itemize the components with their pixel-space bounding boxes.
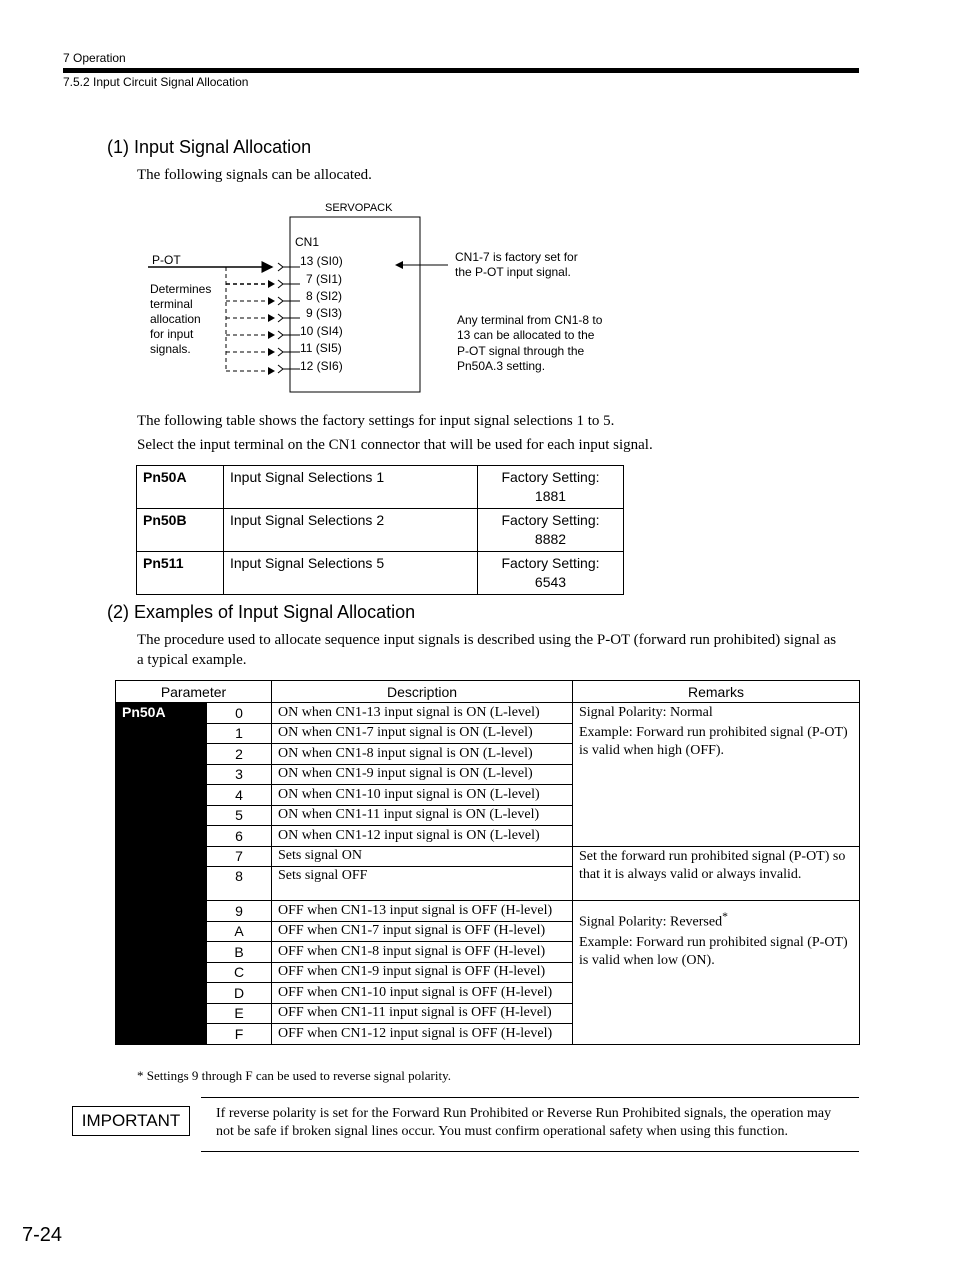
- section1-heading: (1) Input Signal Allocation: [107, 137, 312, 157]
- desc-cell: ON when CN1-10 input signal is ON (L-level): [272, 785, 573, 806]
- value-cell: B: [207, 942, 272, 963]
- value-cell: 7: [207, 846, 272, 867]
- value-cell: E: [207, 1003, 272, 1024]
- terminal-label: 11 (SI5): [300, 341, 342, 355]
- left-note-line: signals.: [150, 342, 191, 356]
- cn1-label: CN1: [295, 235, 320, 249]
- name-cell: Input Signal Selections 5: [224, 552, 478, 595]
- right-note1-line: CN1-7 is factory set for: [455, 250, 578, 264]
- terminal-label: 10 (SI4): [300, 324, 343, 338]
- chapter-header: 7 Operation: [63, 51, 126, 65]
- desc-cell: Sets signal OFF: [272, 867, 573, 901]
- param-cell: Pn50A: [116, 703, 207, 1045]
- allocation-example-table: [115, 680, 860, 1045]
- table-row: [116, 846, 860, 867]
- desc-cell: OFF when CN1-7 input signal is OFF (H-level): [272, 921, 573, 942]
- p-ot-label: P-OT: [152, 253, 181, 267]
- desc-cell: ON when CN1-7 input signal is ON (L-level): [272, 723, 573, 744]
- desc-cell: ON when CN1-12 input signal is ON (L-level): [272, 826, 573, 847]
- important-rule-top: [201, 1097, 859, 1098]
- setting-cell: [478, 466, 624, 509]
- left-note-line: for input: [150, 327, 194, 341]
- setting-value: 6543: [534, 574, 567, 590]
- header-remarks: Remarks: [573, 681, 860, 703]
- param-cell: Pn50B: [137, 509, 224, 552]
- select-terminal-paragraph: Select the input terminal on the CN1 connector that will be used for each input signal.: [137, 437, 653, 453]
- remarks-reversed-example: Example: Forward run prohibited signal (P-OT) is valid when low (ON).: [579, 934, 848, 968]
- value-cell: 3: [207, 764, 272, 785]
- value-cell: 4: [207, 785, 272, 806]
- value-cell: 6: [207, 826, 272, 847]
- terminal-label: 13 (SI0): [300, 254, 343, 268]
- value-cell: 2: [207, 744, 272, 765]
- table-row: [137, 552, 624, 595]
- name-cell: Input Signal Selections 2: [224, 509, 478, 552]
- right-note1-line: the P-OT input signal.: [455, 265, 571, 279]
- table-header-row: [116, 681, 860, 703]
- setting-value: 8882: [534, 531, 567, 547]
- setting-value: 1881: [534, 488, 567, 504]
- left-note-line: allocation: [150, 312, 201, 326]
- right-note2-line: 13 can be allocated to the: [457, 328, 595, 342]
- desc-cell: OFF when CN1-8 input signal is OFF (H-level): [272, 942, 573, 963]
- header-parameter: Parameter: [116, 681, 272, 703]
- right-note2-line: Any terminal from CN1-8 to: [457, 313, 603, 327]
- remarks-normal-title: Signal Polarity: Normal: [579, 705, 713, 720]
- section-header: 7.5.2 Input Circuit Signal Allocation: [63, 75, 249, 89]
- factory-settings-paragraph: The following table shows the factory settings for input signal selections 1 to 5.: [137, 413, 615, 429]
- desc-cell: OFF when CN1-13 input signal is OFF (H-level): [272, 901, 573, 922]
- desc-cell: ON when CN1-11 input signal is ON (L-level): [272, 805, 573, 826]
- desc-cell: OFF when CN1-9 input signal is OFF (H-level): [272, 962, 573, 983]
- left-note-line: Determines: [150, 282, 212, 296]
- section2-heading: (2) Examples of Input Signal Allocation: [107, 602, 416, 622]
- terminal-connectors: [278, 263, 300, 373]
- section2-intro: The procedure used to allocate sequence input signals is described using the P-OT (forward run prohibited) signal as a typical example.: [137, 632, 837, 668]
- header-rule: [63, 68, 859, 73]
- value-cell: 8: [207, 867, 272, 901]
- desc-cell: ON when CN1-8 input signal is ON (L-level): [272, 744, 573, 765]
- remarks-reversed: [573, 901, 860, 1045]
- table-row: [137, 466, 624, 509]
- setting-label: Factory Setting:: [501, 512, 600, 528]
- important-text: If reverse polarity is set for the Forward Run Prohibited or Reverse Run Prohibited signals, the operation may not be safe if broken signal lines occur. You must confirm operational safety when using this function.: [216, 1106, 832, 1139]
- terminal-label: 7 (SI1): [306, 272, 343, 286]
- name-cell: Input Signal Selections 1: [224, 466, 478, 509]
- value-cell: D: [207, 983, 272, 1004]
- desc-cell: ON when CN1-13 input signal is ON (L-level): [272, 703, 573, 724]
- important-label: IMPORTANT: [72, 1106, 190, 1136]
- value-cell: 5: [207, 805, 272, 826]
- value-cell: C: [207, 962, 272, 983]
- servopack-label: SERVOPACK: [325, 202, 393, 214]
- allocation-arrowheads: [268, 280, 275, 375]
- remarks-reversed-title: Signal Polarity: Reversed: [579, 914, 723, 930]
- setting-label: Factory Setting:: [501, 469, 600, 485]
- page-number: 7-24: [22, 1224, 63, 1246]
- value-cell: 9: [207, 901, 272, 922]
- value-cell: F: [207, 1024, 272, 1045]
- desc-cell: OFF when CN1-11 input signal is OFF (H-level): [272, 1003, 573, 1024]
- remarks-fixed: Set the forward run prohibited signal (P-OT) so that it is always valid or always invalid.: [573, 846, 860, 901]
- signal-allocation-diagram: [130, 195, 630, 400]
- allocation-dashed-lines: [226, 267, 268, 371]
- header-description: Description: [272, 681, 573, 703]
- footnote-mark: *: [722, 910, 728, 923]
- terminal-label: 8 (SI2): [306, 289, 343, 303]
- important-rule-bottom: [201, 1151, 859, 1152]
- table-row: [116, 703, 860, 724]
- factory-settings-table: [136, 465, 624, 595]
- param-cell: Pn50A: [137, 466, 224, 509]
- right-note2-line: P-OT signal through the: [457, 344, 585, 358]
- param-cell: Pn511: [137, 552, 224, 595]
- setting-cell: [478, 509, 624, 552]
- terminal-label: 9 (SI3): [306, 306, 343, 320]
- left-note-line: terminal: [150, 297, 193, 311]
- setting-cell: [478, 552, 624, 595]
- remarks-normal: [573, 703, 860, 847]
- desc-cell: OFF when CN1-12 input signal is OFF (H-level): [272, 1024, 573, 1045]
- value-cell: 1: [207, 723, 272, 744]
- table-row: [137, 509, 624, 552]
- remarks-normal-example: Example: Forward run prohibited signal (P-OT) is valid when high (OFF).: [579, 725, 848, 758]
- section1-intro: The following signals can be allocated.: [137, 167, 372, 183]
- terminal-label: 12 (SI6): [300, 359, 343, 373]
- desc-cell: OFF when CN1-10 input signal is OFF (H-level): [272, 983, 573, 1004]
- footnote: * Settings 9 through F can be used to reverse signal polarity.: [137, 1068, 451, 1083]
- desc-cell: ON when CN1-9 input signal is ON (L-level): [272, 764, 573, 785]
- setting-label: Factory Setting:: [501, 555, 600, 571]
- desc-cell: Sets signal ON: [272, 846, 573, 867]
- right-note2-line: Pn50A.3 setting.: [457, 359, 546, 373]
- value-cell: A: [207, 921, 272, 942]
- table-row: [116, 901, 860, 922]
- value-cell: 0: [207, 703, 272, 724]
